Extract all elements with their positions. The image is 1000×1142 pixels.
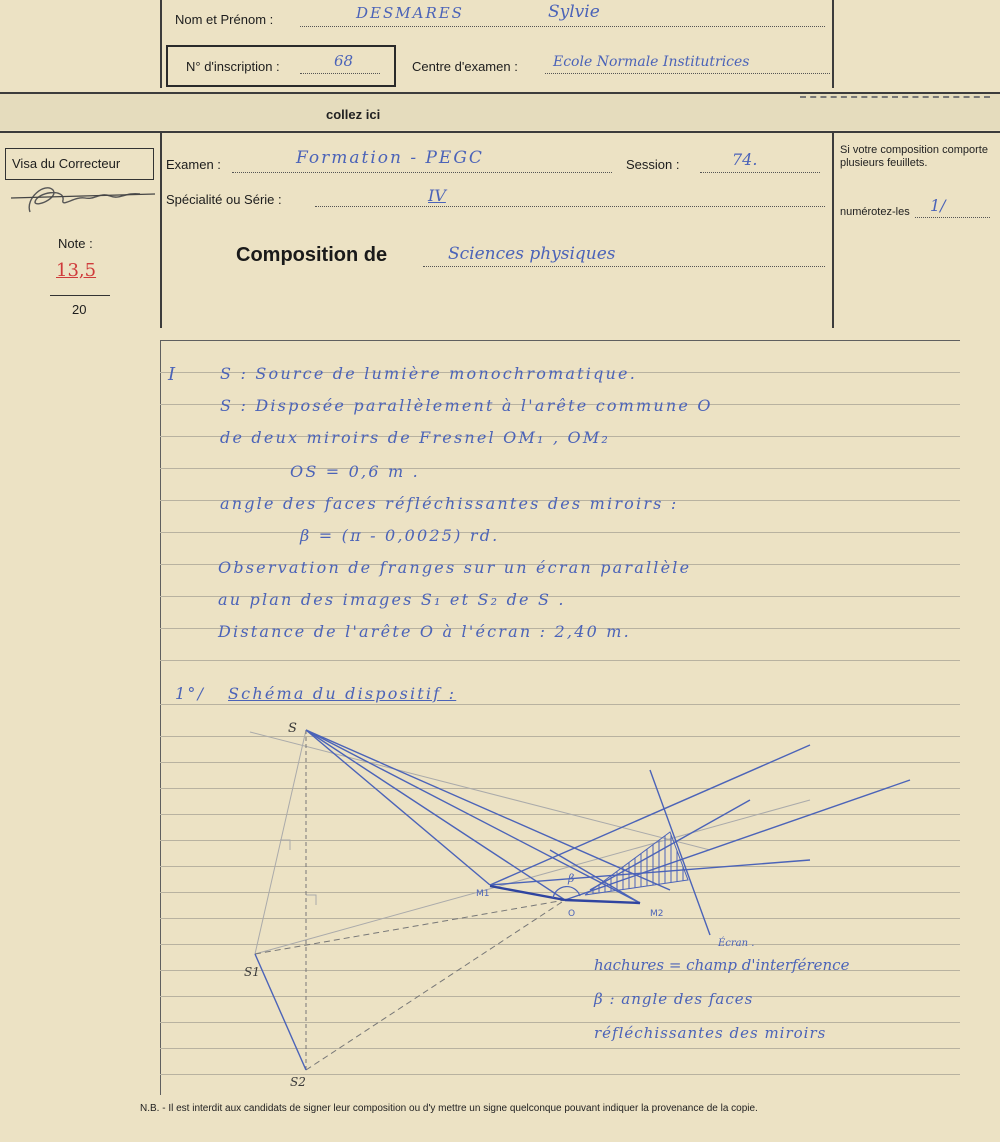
question-number: 1°/ <box>175 684 206 703</box>
correcteur-signature <box>5 178 160 218</box>
label-s: S <box>288 721 297 736</box>
specialite-value: IV <box>428 186 446 205</box>
centre-label: Centre d'examen : <box>412 59 518 74</box>
body-line: Observation de franges sur un écran parallèle <box>218 558 692 577</box>
body-line: S : Disposée parallèlement à l'arête commune O <box>220 396 713 415</box>
composition-label: Composition de <box>236 244 388 266</box>
specialite-label: Spécialité ou Série : <box>166 192 282 207</box>
note-max: 20 <box>72 302 87 317</box>
body-line: de deux miroirs de Fresnel OM₁ , OM₂ <box>220 428 611 447</box>
s1-o-dashed <box>255 900 565 954</box>
prenom-value: Sylvie <box>548 2 600 22</box>
body-line: angle des faces réfléchissantes des miroirs : <box>220 494 679 513</box>
label-s1: S1 <box>244 965 260 979</box>
collez-text: collez ici <box>326 107 381 122</box>
mirror-m2 <box>565 900 640 903</box>
nb-footer: N.B. - Il est interdit aux candidats de signer leur composition ou d'y mettre un signe quelconque pouvant indiquer la provenance de la copie. <box>140 1103 758 1114</box>
collez-strip <box>0 94 1000 130</box>
feuillets-text: Si votre composition comporte plusieurs feuillets. <box>840 144 988 169</box>
nom-label: Nom et Prénom : <box>175 12 274 27</box>
label-s2: S2 <box>290 1075 306 1089</box>
session-label: Session : <box>626 157 680 172</box>
question-title: Schéma du dispositif : <box>228 684 457 703</box>
numerotez-value: 1/ <box>930 196 946 215</box>
interference-field-hatching <box>585 832 688 895</box>
label-o: O <box>568 909 576 919</box>
inscription-label: N° d'inscription : <box>186 59 280 74</box>
nom-value: DESMARES <box>356 4 464 22</box>
composition-value: Sciences physiques <box>448 244 616 264</box>
section-number: I <box>168 364 178 385</box>
visa-label: Visa du Correcteur <box>12 156 121 171</box>
session-value: 74. <box>732 150 758 169</box>
inscription-value: 68 <box>334 52 354 70</box>
label-m2: M2 <box>650 909 664 919</box>
examen-label: Examen : <box>166 157 221 172</box>
label-ecran: Écran . <box>718 938 755 949</box>
note-value: 13,5 <box>56 260 97 281</box>
diagram-legend: hachures = champ d'interférence <box>594 956 850 974</box>
centre-value: Ecole Normale Institutrices <box>553 54 750 70</box>
s2-o-dashed <box>306 900 565 1070</box>
examen-value: Formation - PEGC <box>296 148 484 168</box>
label-beta: β <box>568 872 575 885</box>
body-line: OS = 0,6 m . <box>290 462 420 481</box>
diagram-legend: réfléchissantes des miroirs <box>594 1024 827 1042</box>
label-m1: M1 <box>476 889 490 899</box>
diagram-legend: β : angle des faces <box>594 990 754 1008</box>
body-line: S : Source de lumière monochromatique. <box>220 364 638 383</box>
body-line: au plan des images S₁ et S₂ de S . <box>218 590 566 609</box>
body-line: Distance de l'arête O à l'écran : 2,40 m. <box>218 622 631 641</box>
numerotez-label: numérotez-les <box>840 206 910 218</box>
body-line: β = (π - 0,0025) rd. <box>300 526 500 545</box>
note-label: Note : <box>58 236 93 251</box>
